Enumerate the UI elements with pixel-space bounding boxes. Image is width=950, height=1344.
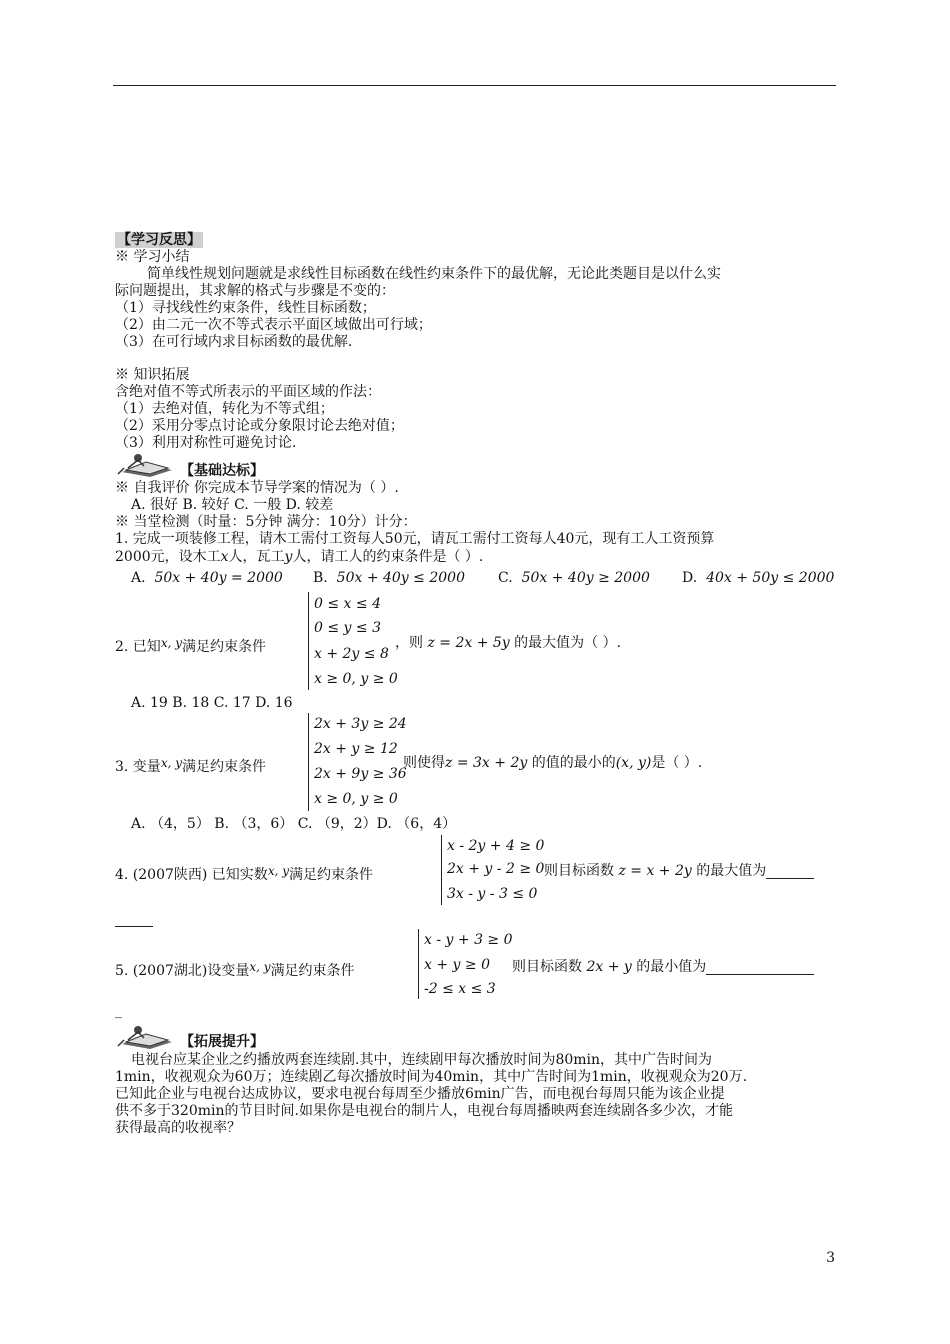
q3-constraint: x ≥ 0, y ≥ 0 xyxy=(314,791,398,807)
extend-line: 1min，收视观众为60万；连续剧乙每次播放时间为40min，其中广告时间为1min，收视观众为20万. xyxy=(115,1069,748,1085)
self-eval-options: A. 很好 B. 较好 C. 一般 D. 较差 xyxy=(131,497,334,513)
q2-constraint: 0 ≤ x ≤ 4 xyxy=(314,596,381,612)
q1-option-a: A. 50x + 40y = 2000 xyxy=(131,570,283,586)
q1-option-c: C. 50x + 40y ≥ 2000 xyxy=(498,570,650,586)
extend-line: 已知此企业与电视台达成协议，要求电视台每周至少播放6min广告，而电视台每周只能为该企业提 xyxy=(115,1086,725,1102)
q3-prefix: 3. 变量x, y满足约束条件 xyxy=(115,756,266,775)
q4-constraint-brace xyxy=(441,835,442,905)
summary-line: 简单线性规划问题就是求线性目标函数在线性约束条件下的最优解，无论此类题目是以什么实 xyxy=(147,266,721,282)
extension-step: （2）采用分零点讨论或分象限讨论去绝对值； xyxy=(115,418,404,434)
extension-step: （3）利用对称性可避免讨论. xyxy=(115,435,297,451)
q2-constraint-brace xyxy=(308,592,309,690)
top-rule xyxy=(113,85,836,86)
q5-answer-tail: _ xyxy=(115,1003,122,1019)
summary-step: （1）寻找线性约束条件，线性目标函数； xyxy=(115,300,376,316)
q3-options: A. （4，5） B. （3，6） C. （9，2）D. （6，4） xyxy=(131,816,457,832)
q4-constraint: 3x - y - 3 ≤ 0 xyxy=(447,886,538,902)
basic-heading: 【基础达标】 xyxy=(180,463,264,479)
summary-title: ※ 学习小结 xyxy=(115,249,190,265)
q3-constraint: 2x + y ≥ 12 xyxy=(314,741,398,757)
q4-prefix: 4. (2007陕西) 已知实数x, y满足约束条件 xyxy=(115,864,373,883)
page-number: 3 xyxy=(826,1250,835,1266)
q4-answer-blank[interactable] xyxy=(766,864,814,879)
extension-intro: 含绝对值不等式所表示的平面区域的作法： xyxy=(115,384,381,400)
summary-line: 际问题提出，其求解的格式与步骤是不变的： xyxy=(115,283,395,299)
q4-suffix: 则目标函数 z = x + 2y 的最大值为 xyxy=(544,863,814,879)
q2-constraint: x ≥ 0, y ≥ 0 xyxy=(314,671,398,687)
book-reading-icon xyxy=(116,450,178,478)
q2-prefix: 2. 已知x, y满足约束条件 xyxy=(115,636,266,655)
q2-suffix: ，则 z = 2x + 5y 的最大值为（ ）. xyxy=(395,635,622,651)
book-reading-icon xyxy=(116,1022,178,1050)
q5-constraint: -2 ≤ x ≤ 3 xyxy=(424,981,496,997)
reflection-heading: 【学习反思】 xyxy=(117,232,201,248)
check-title: ※ 当堂检测（时量：5分钟 满分：10分）计分： xyxy=(115,514,417,530)
q1-option-d: D. 40x + 50y ≤ 2000 xyxy=(682,570,835,586)
q5-prefix: 5. (2007湖北)设变量x, y满足约束条件 xyxy=(115,960,355,979)
q5-constraint: x - y + 3 ≥ 0 xyxy=(424,932,513,948)
extend-heading: 【拓展提升】 xyxy=(180,1034,264,1050)
extend-line: 电视台应某企业之约播放两套连续剧.其中，连续剧甲每次播放时间为80min，其中广告时间为 xyxy=(131,1052,713,1068)
q1-text: 2000元，设木工x人，瓦工y人，请工人的约束条件是（ ）. xyxy=(115,549,484,565)
q1-option-b: B. 50x + 40y ≤ 2000 xyxy=(313,570,465,586)
summary-step: （2）由二元一次不等式表示平面区域做出可行域； xyxy=(115,317,432,333)
extend-line: 供不多于320min的节目时间.如果你是电视台的制片人，电视台每周播映两套连续剧各多少次，才能 xyxy=(115,1103,733,1119)
q1-text: 1. 完成一项装修工程，请木工需付工资每人50元，请瓦工需付工资每人40元，现有工人工资预算 xyxy=(115,531,715,547)
summary-step: （3）在可行域内求目标函数的最优解. xyxy=(115,334,353,350)
q2-constraint: x + 2y ≤ 8 xyxy=(314,646,389,662)
extend-line: 获得最高的收视率？ xyxy=(115,1120,241,1136)
q3-constraint: 2x + 9y ≥ 36 xyxy=(314,766,407,782)
q2-constraint: 0 ≤ y ≤ 3 xyxy=(314,620,381,636)
self-eval: ※ 自我评价 你完成本节导学案的情况为（ ）. xyxy=(115,480,399,496)
q5-suffix: 则目标函数 2x + y 的最小值为 xyxy=(512,959,814,975)
q4-constraint: 2x + y - 2 ≥ 0 xyxy=(447,861,545,877)
q5-constraint: x + y ≥ 0 xyxy=(424,957,490,973)
q4-constraint: x - 2y + 4 ≥ 0 xyxy=(447,838,545,854)
q3-suffix: 则使得z = 3x + 2y 的值的最小的(x, y)是（ ）. xyxy=(403,755,703,771)
q2-options: A. 19 B. 18 C. 17 D. 16 xyxy=(131,695,293,711)
extension-title: ※ 知识拓展 xyxy=(115,367,190,383)
q5-constraint-brace xyxy=(418,929,419,999)
q3-constraint-brace xyxy=(308,713,309,811)
q3-constraint: 2x + 3y ≥ 24 xyxy=(314,716,407,732)
q5-answer-blank[interactable] xyxy=(706,960,814,975)
extension-step: （1）去绝对值，转化为不等式组； xyxy=(115,401,334,417)
q4-answer-blank-continued[interactable] xyxy=(115,912,153,927)
